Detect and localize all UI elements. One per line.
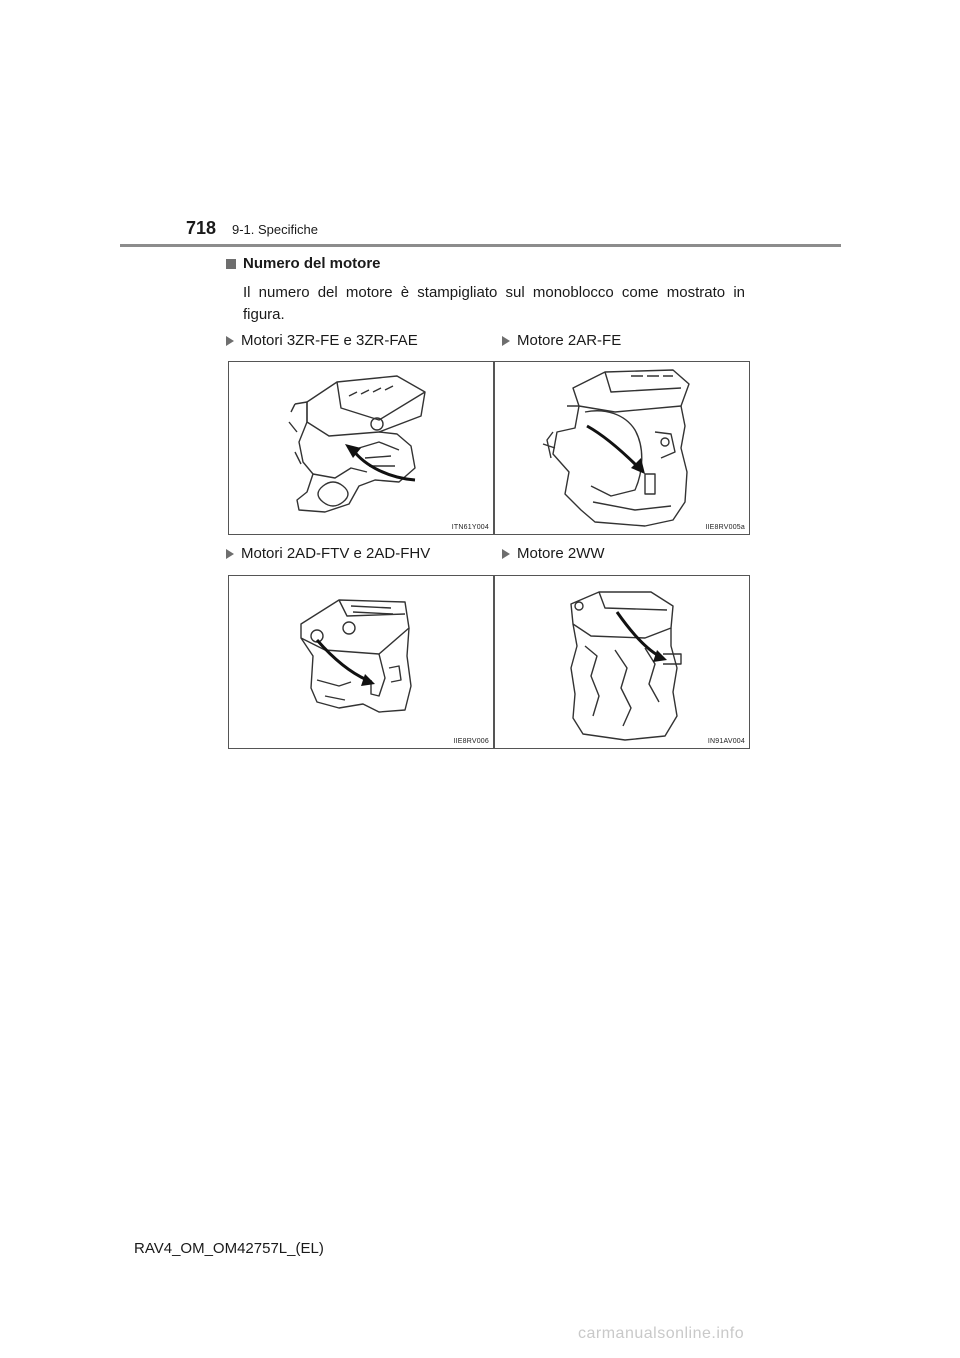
figure-code: IIE8RV006 xyxy=(453,738,489,745)
figure-engine-3zr xyxy=(228,361,494,535)
footer-doc-id: RAV4_OM_OM42757L_(EL) xyxy=(134,1240,324,1257)
figure-engine-2ww xyxy=(494,575,750,749)
engine-illustration xyxy=(495,362,749,534)
figure-caption-text: Motori 3ZR-FE e 3ZR-FAE xyxy=(241,332,418,349)
triangle-bullet-icon xyxy=(226,336,234,346)
figure-engine-2ar xyxy=(494,361,750,535)
figure-caption-4 xyxy=(502,545,605,562)
figure-caption-text: Motore 2WW xyxy=(517,545,605,562)
triangle-bullet-icon xyxy=(502,336,510,346)
figure-code: IIE8RV005a xyxy=(705,524,745,531)
figure-caption-text: Motori 2AD-FTV e 2AD-FHV xyxy=(241,545,431,562)
triangle-bullet-icon xyxy=(226,549,234,559)
section-title: 9-1. Specifiche xyxy=(232,222,318,237)
page-number: 718 xyxy=(186,218,217,238)
figure-caption-1 xyxy=(226,332,418,349)
section-heading xyxy=(226,255,381,272)
engine-illustration xyxy=(495,576,749,748)
section-paragraph: Il numero del motore è stampigliato sul monoblocco come mostrato in figura. xyxy=(243,284,745,323)
figure-caption-3 xyxy=(226,545,430,562)
figure-engine-2ad xyxy=(228,575,494,749)
figure-caption-2 xyxy=(502,332,621,349)
engine-illustration xyxy=(229,362,493,534)
watermark-text: carmanualsonline.info xyxy=(578,1325,745,1342)
figure-caption-text: Motore 2AR-FE xyxy=(517,332,622,349)
header-rule xyxy=(120,244,841,247)
figure-code: IN91AV004 xyxy=(707,738,745,745)
square-bullet-icon xyxy=(226,259,236,269)
section-heading-text: Numero del motore xyxy=(243,255,381,272)
figure-code: ITN61Y004 xyxy=(451,524,489,531)
engine-illustration xyxy=(229,576,493,748)
triangle-bullet-icon xyxy=(502,549,510,559)
